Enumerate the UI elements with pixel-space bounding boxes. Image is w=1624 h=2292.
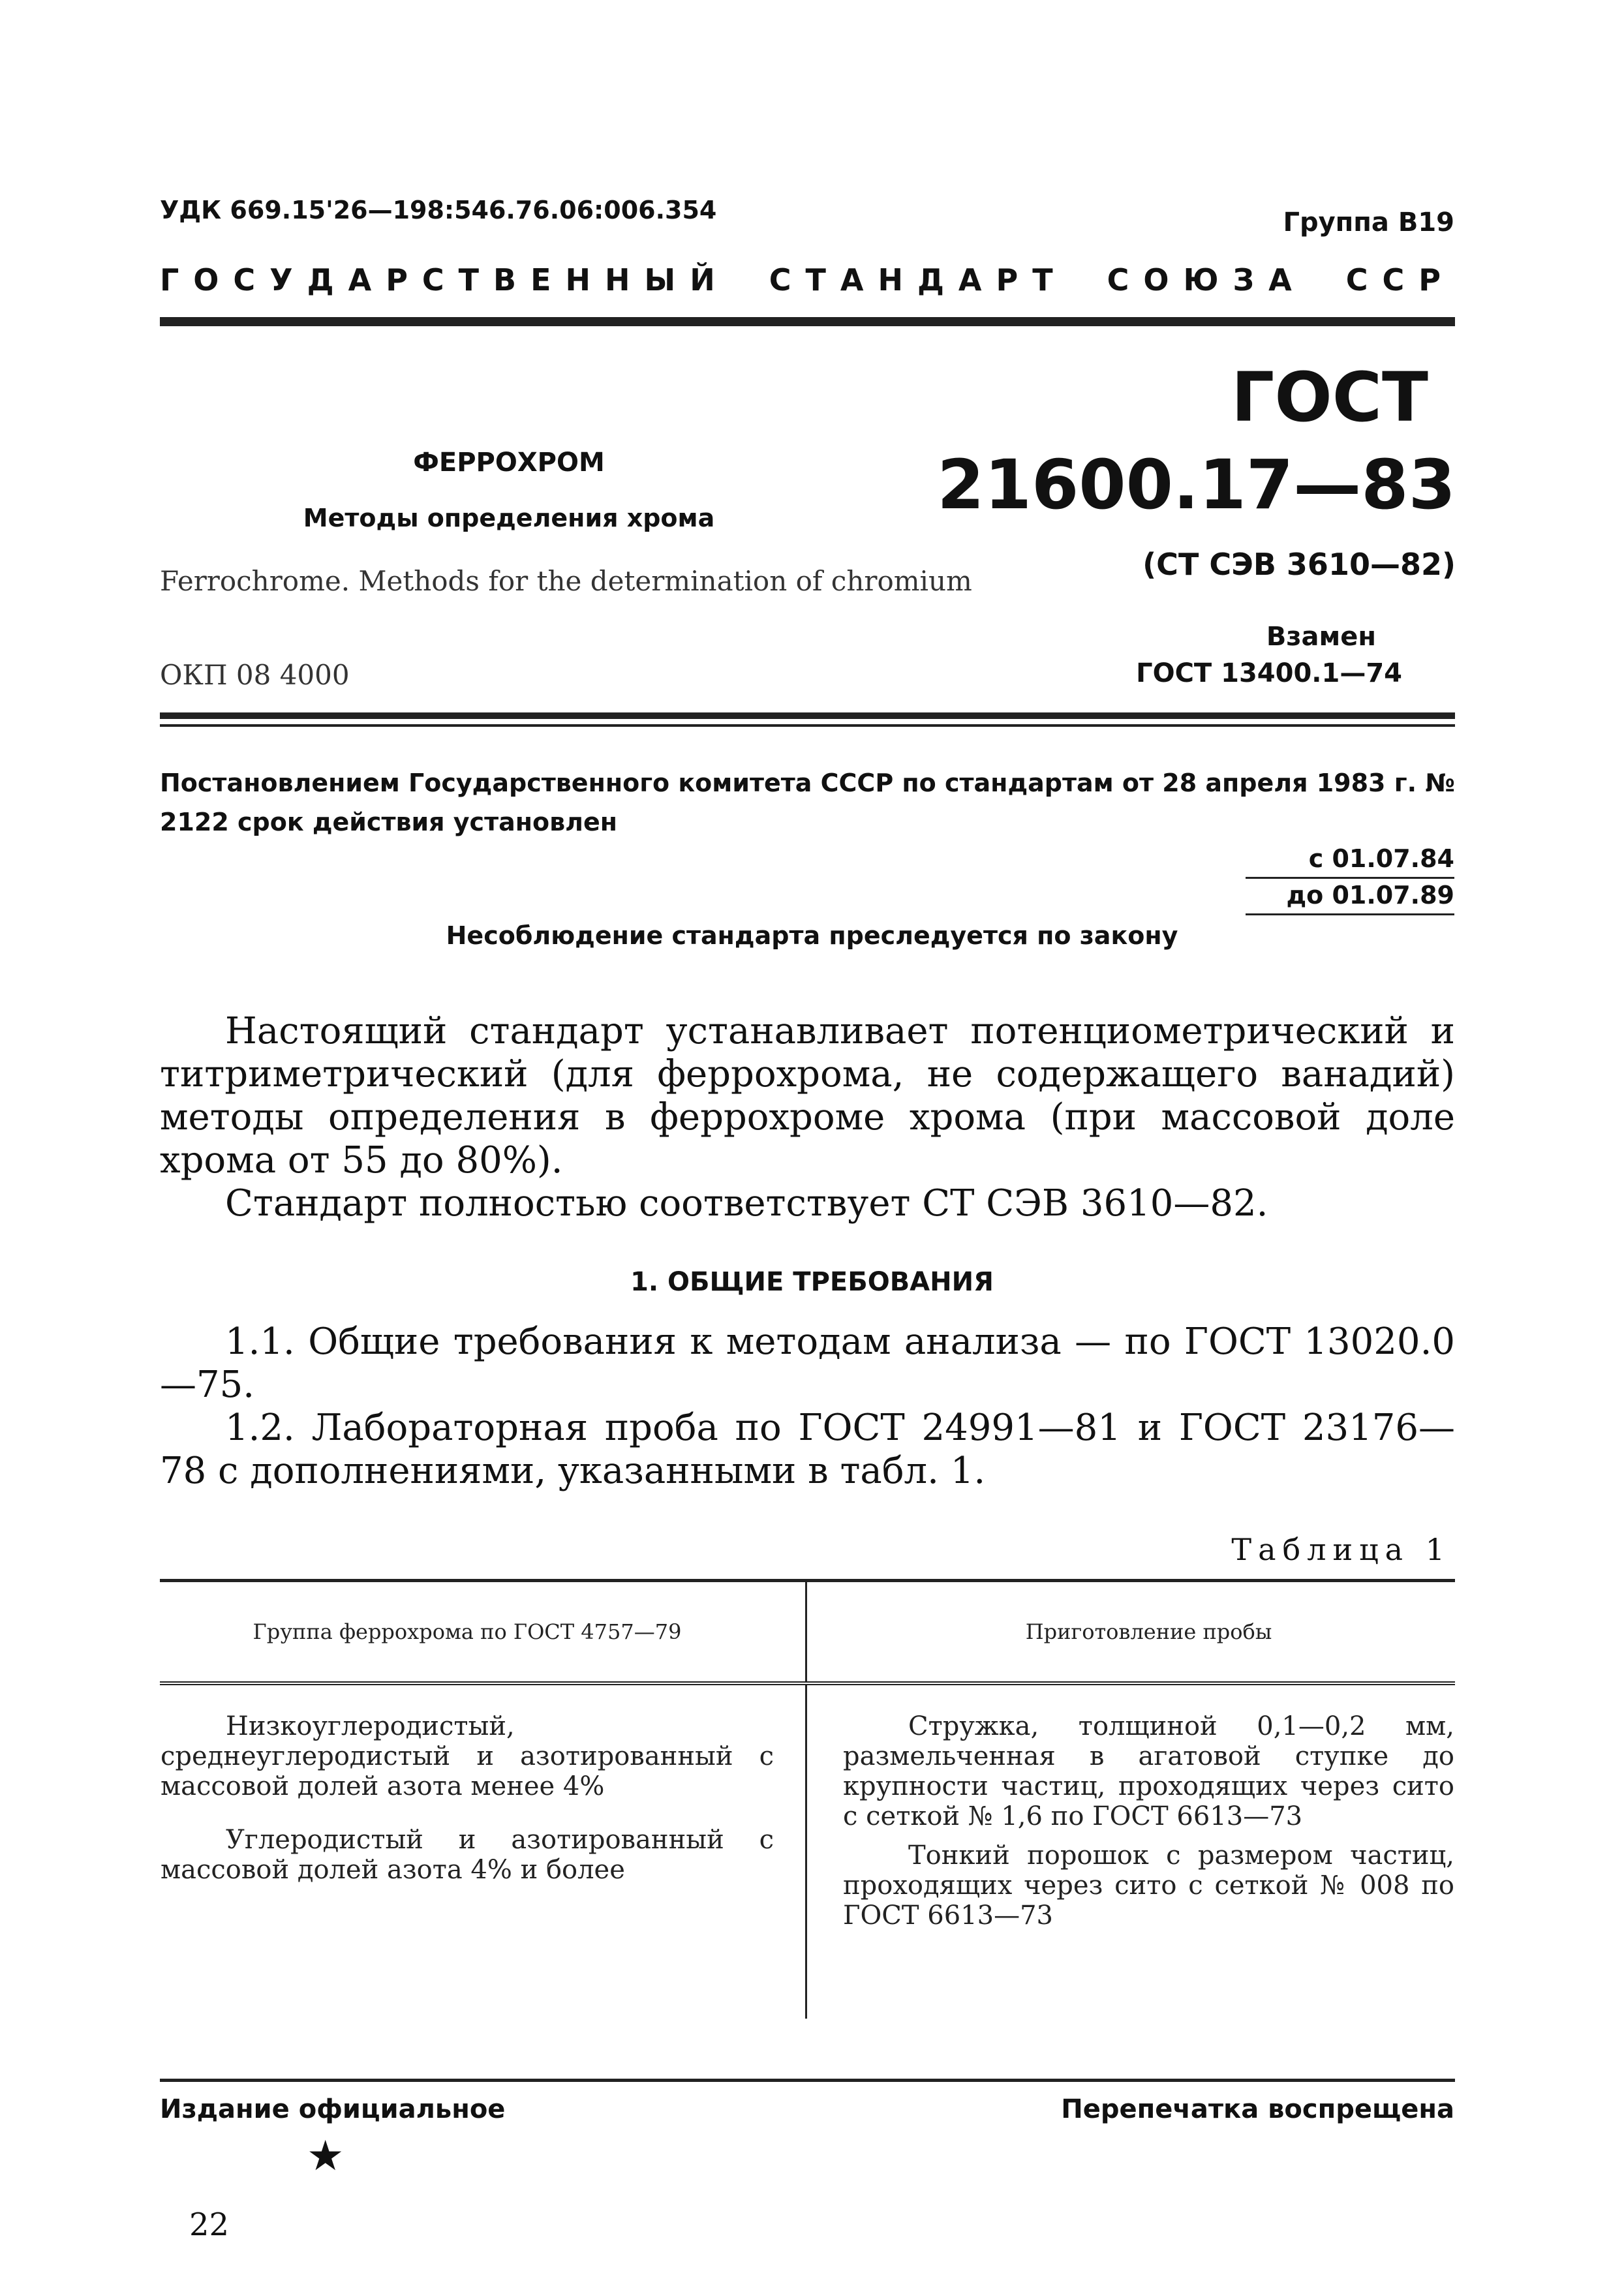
udk-code: УДК 669.15'26—198:546.76.06:006.354 (160, 196, 717, 224)
replaces-label: Взамен (1266, 622, 1376, 652)
table-cell (160, 1683, 806, 2019)
valid-from: с 01.07.84 (1308, 844, 1454, 873)
date-underline (1246, 877, 1454, 879)
page-number: 22 (189, 2207, 230, 2243)
column-header: Приготовление пробы (806, 1581, 1456, 1684)
title-russian: ФЕРРОХРОМ (413, 448, 605, 478)
banner-word: ССР (1345, 262, 1455, 298)
sev-reference: (СТ СЭВ 3610—82) (1142, 547, 1456, 582)
table-1 (160, 1579, 1455, 2019)
banner-word: СОЮЗА (1107, 262, 1306, 298)
table-row (160, 1683, 1455, 2019)
footer-rule (160, 2079, 1455, 2082)
cell-paragraph: Низкоуглеродистый, среднеуглеродистый и азотированный с массовой долей азота менее 4% (161, 1711, 774, 1801)
cell-paragraph: Углеродистый и азотированный с массовой долей азота 4% и более (161, 1825, 774, 1885)
cell-paragraph: Тонкий порошок с размером частиц, проходящих через сито с сеткой № 008 по ГОСТ 6613—73 (843, 1841, 1454, 1931)
official-edition: Издание официальное (160, 2094, 506, 2124)
okp-code: ОКП 08 4000 (160, 659, 350, 691)
table-header-row (160, 1581, 1455, 1684)
gost-label: ГОСТ (1231, 358, 1428, 437)
date-underline (1246, 913, 1454, 915)
replaces-block (1136, 619, 1402, 692)
column-header: Группа феррохрома по ГОСТ 4757—79 (160, 1581, 806, 1684)
decree-text: Постановлением Государственного комитета СССР по стандартам от 28 апреля 1983 г. № 2122 срок действия установлен (160, 769, 1455, 836)
table-cell (806, 1683, 1456, 2019)
group-code: Группа В19 (1283, 207, 1454, 237)
header-rule (160, 317, 1455, 326)
section-heading: 1. ОБЩИЕ ТРЕБОВАНИЯ (630, 1267, 994, 1297)
intro-paragraph: Настоящий стандарт устанавливает потенциометрический и титриметрический (для феррохрома, не содержащего ванадий) методы определения в феррохроме хрома (при массовой доле хрома от 55 до 80%). (160, 1010, 1455, 1182)
banner-word: СТАНДАРТ (769, 262, 1067, 298)
title-rule (160, 712, 1455, 719)
cell-paragraph: Стружка, толщиной 0,1—0,2 мм, размельченная в агатовой ступке до крупности частиц, проходящих через сито с сеткой № 1,6 по ГОСТ 6613—73 (843, 1711, 1454, 1831)
subtitle-russian: Методы определения хрома (303, 504, 715, 532)
section-paragraph: 1.2. Лабораторная проба по ГОСТ 24991—81 и ГОСТ 23176—78 с дополнениями, указанными в табл. 1. (160, 1407, 1455, 1492)
gost-number: 21600.17—83 (937, 445, 1456, 525)
title-rule-thin (160, 724, 1455, 727)
reprint-prohibited: Перепечатка воспрещена (1061, 2094, 1454, 2124)
title-english: Ferrochrome. Methods for the determination of chromium (160, 565, 972, 597)
legal-notice: Несоблюдение стандарта преследуется по закону (446, 921, 1178, 950)
star-icon: ★ (307, 2132, 345, 2180)
intro-paragraph: Стандарт полностью соответствует СТ СЭВ 3610—82. (225, 1182, 1268, 1225)
section-paragraph: 1.1. Общие требования к методам анализа — по ГОСТ 13020.0—75. (160, 1321, 1455, 1406)
replaces-value: ГОСТ 13400.1—74 (1136, 658, 1402, 688)
table-label: Таблица 1 (1231, 1532, 1451, 1567)
valid-to: до 01.07.89 (1286, 881, 1454, 909)
state-standard-banner (160, 262, 1455, 298)
banner-word: ГОСУДАРСТВЕННЫЙ (160, 262, 729, 298)
